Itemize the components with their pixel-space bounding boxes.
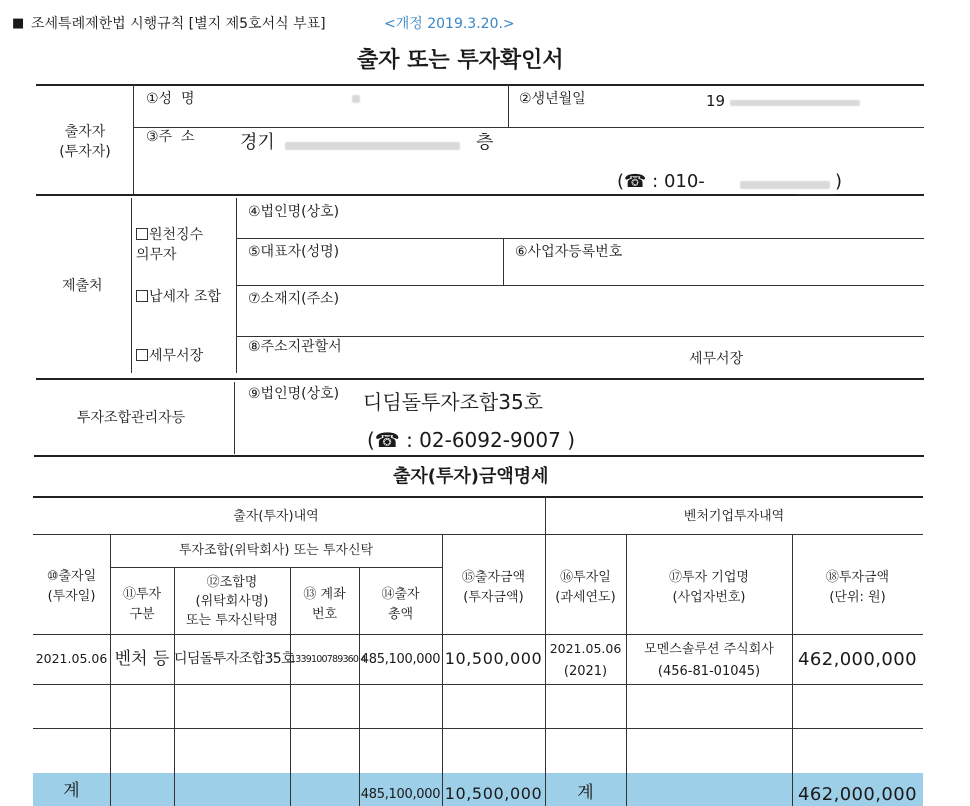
rule [237, 238, 924, 239]
cell-inv-amount: 462,000,000 [798, 649, 917, 670]
rule [36, 194, 924, 196]
cell-date: 2021.05.06 [35, 651, 108, 666]
sum-label: 계 [63, 781, 80, 801]
col11-header: ⑪투자 구분 [122, 587, 162, 622]
location-label: ⑦소재지(주소) [248, 291, 340, 307]
group-right-header: 벤처기업투자내역 [683, 509, 785, 524]
address-label: ③주 소 [146, 129, 195, 145]
manager-phone: (☎ : 02-6092-9007 ) [367, 428, 576, 452]
col15-header: ⑮출자금액 (투자금액) [461, 570, 526, 605]
form-revision: <개정 2019.3.20.> [384, 16, 515, 32]
col14-header: ⑭출자 총액 [381, 587, 420, 622]
col16-header: ⑯투자일 (과세연도) [555, 570, 616, 605]
taxoffice-label: ⑧주소지관할서 [248, 339, 342, 355]
submitter-option-withholding-label: 원천징수 의무자 [136, 227, 204, 263]
rep-label: ⑤대표자(성명) [248, 244, 340, 260]
rule [508, 85, 509, 127]
details-title: 출자(투자)금액명세 [393, 466, 549, 487]
rule [33, 684, 923, 685]
manager-corp-label: ⑨법인명(상호) [248, 386, 340, 402]
submitter-option-taxoffice-label: 세무서장 [149, 348, 204, 364]
rule [131, 198, 132, 373]
rule [110, 567, 442, 568]
rule [795, 194, 835, 195]
bizno-label: ⑥사업자등록번호 [515, 244, 623, 260]
investor-phone: (☎ : 010- [617, 171, 705, 192]
checkbox[interactable] [136, 290, 148, 302]
rule [234, 382, 235, 454]
cell-company: 모멘스솔루션 주식회사 [644, 642, 774, 657]
cell-type: 벤처 등 [114, 649, 170, 669]
submitter-section-label: 제출처 [62, 278, 103, 294]
page-title: 출자 또는 투자확인서 [357, 48, 564, 73]
rule [34, 455, 924, 457]
submitter-option-taxoffice[interactable] [136, 349, 203, 363]
redaction-mark [285, 142, 460, 150]
col13-header: ⑬ 계좌 번호 [303, 587, 346, 622]
rule [134, 127, 924, 128]
header-square: ■ [12, 16, 25, 31]
rule [133, 85, 134, 194]
manager-corp-value: 디딤돌투자조합35호 [363, 390, 544, 414]
redaction-mark [730, 100, 860, 106]
rule [503, 238, 504, 285]
submitter-option-union[interactable] [136, 290, 221, 304]
cell-account: 1339100789360 4 [290, 654, 366, 665]
rule [33, 496, 923, 498]
submitter-option-withholding[interactable] [136, 225, 203, 265]
investor-phone-close: ) [835, 171, 843, 192]
cell-company-no: (456-81-01045) [657, 664, 761, 679]
taxoffice-suffix: 세무서장 [689, 351, 744, 367]
birth-value: 19 [706, 92, 726, 110]
birth-label: ②생년월일 [519, 91, 586, 107]
rule [110, 534, 111, 806]
sum-amount: 10,500,000 [444, 784, 543, 803]
address-value: 경기 [240, 132, 275, 153]
cell-total: 485,100,000 [360, 652, 441, 667]
form-regulation: 조세특례제한법 시행규칙 [별지 제5호서식 부표] [31, 16, 326, 32]
rule [33, 728, 923, 729]
rule [36, 378, 924, 380]
cell-fund: 디딤돌투자조합35호 [174, 651, 295, 667]
cell-inv-year: (2021) [563, 664, 608, 679]
name-label: ①성 명 [146, 91, 195, 107]
sum-label-right: 계 [577, 783, 594, 803]
sum-total: 485,100,000 [360, 787, 441, 802]
cell-amount: 10,500,000 [444, 649, 543, 668]
subgroup-header: 투자조합(위탁회사) 또는 투자신탁 [178, 543, 374, 558]
cell-inv-date: 2021.05.06 [549, 641, 622, 656]
rule [33, 534, 923, 535]
sum-inv-amount: 462,000,000 [798, 784, 917, 805]
rule [237, 336, 924, 337]
col10-header: ⑩출자일 (투자일) [46, 569, 97, 604]
checkbox[interactable] [136, 349, 148, 361]
address-tail: 층 [476, 132, 494, 153]
rule-top [36, 84, 924, 86]
rule [33, 634, 923, 635]
group-left-header: 출자(투자)내역 [233, 509, 319, 524]
investor-section-label: 출자자 (투자자) [59, 124, 111, 160]
checkbox[interactable] [136, 228, 148, 240]
col18-header: ⑱투자금액 (단위: 원) [825, 570, 890, 605]
submitter-option-union-label: 납세자 조합 [149, 289, 222, 305]
corp-name-label: ④법인명(상호) [248, 204, 340, 220]
rule [237, 285, 924, 286]
col12-header: ⑫조합명 (위탁회사명) 또는 투자신탁명 [185, 575, 279, 628]
col17-header: ⑰투자 기업명 (사업자번호) [669, 570, 749, 605]
redaction-mark [740, 181, 830, 189]
manager-section-label: 투자조합관리자등 [77, 410, 186, 426]
redaction-mark [352, 95, 360, 103]
